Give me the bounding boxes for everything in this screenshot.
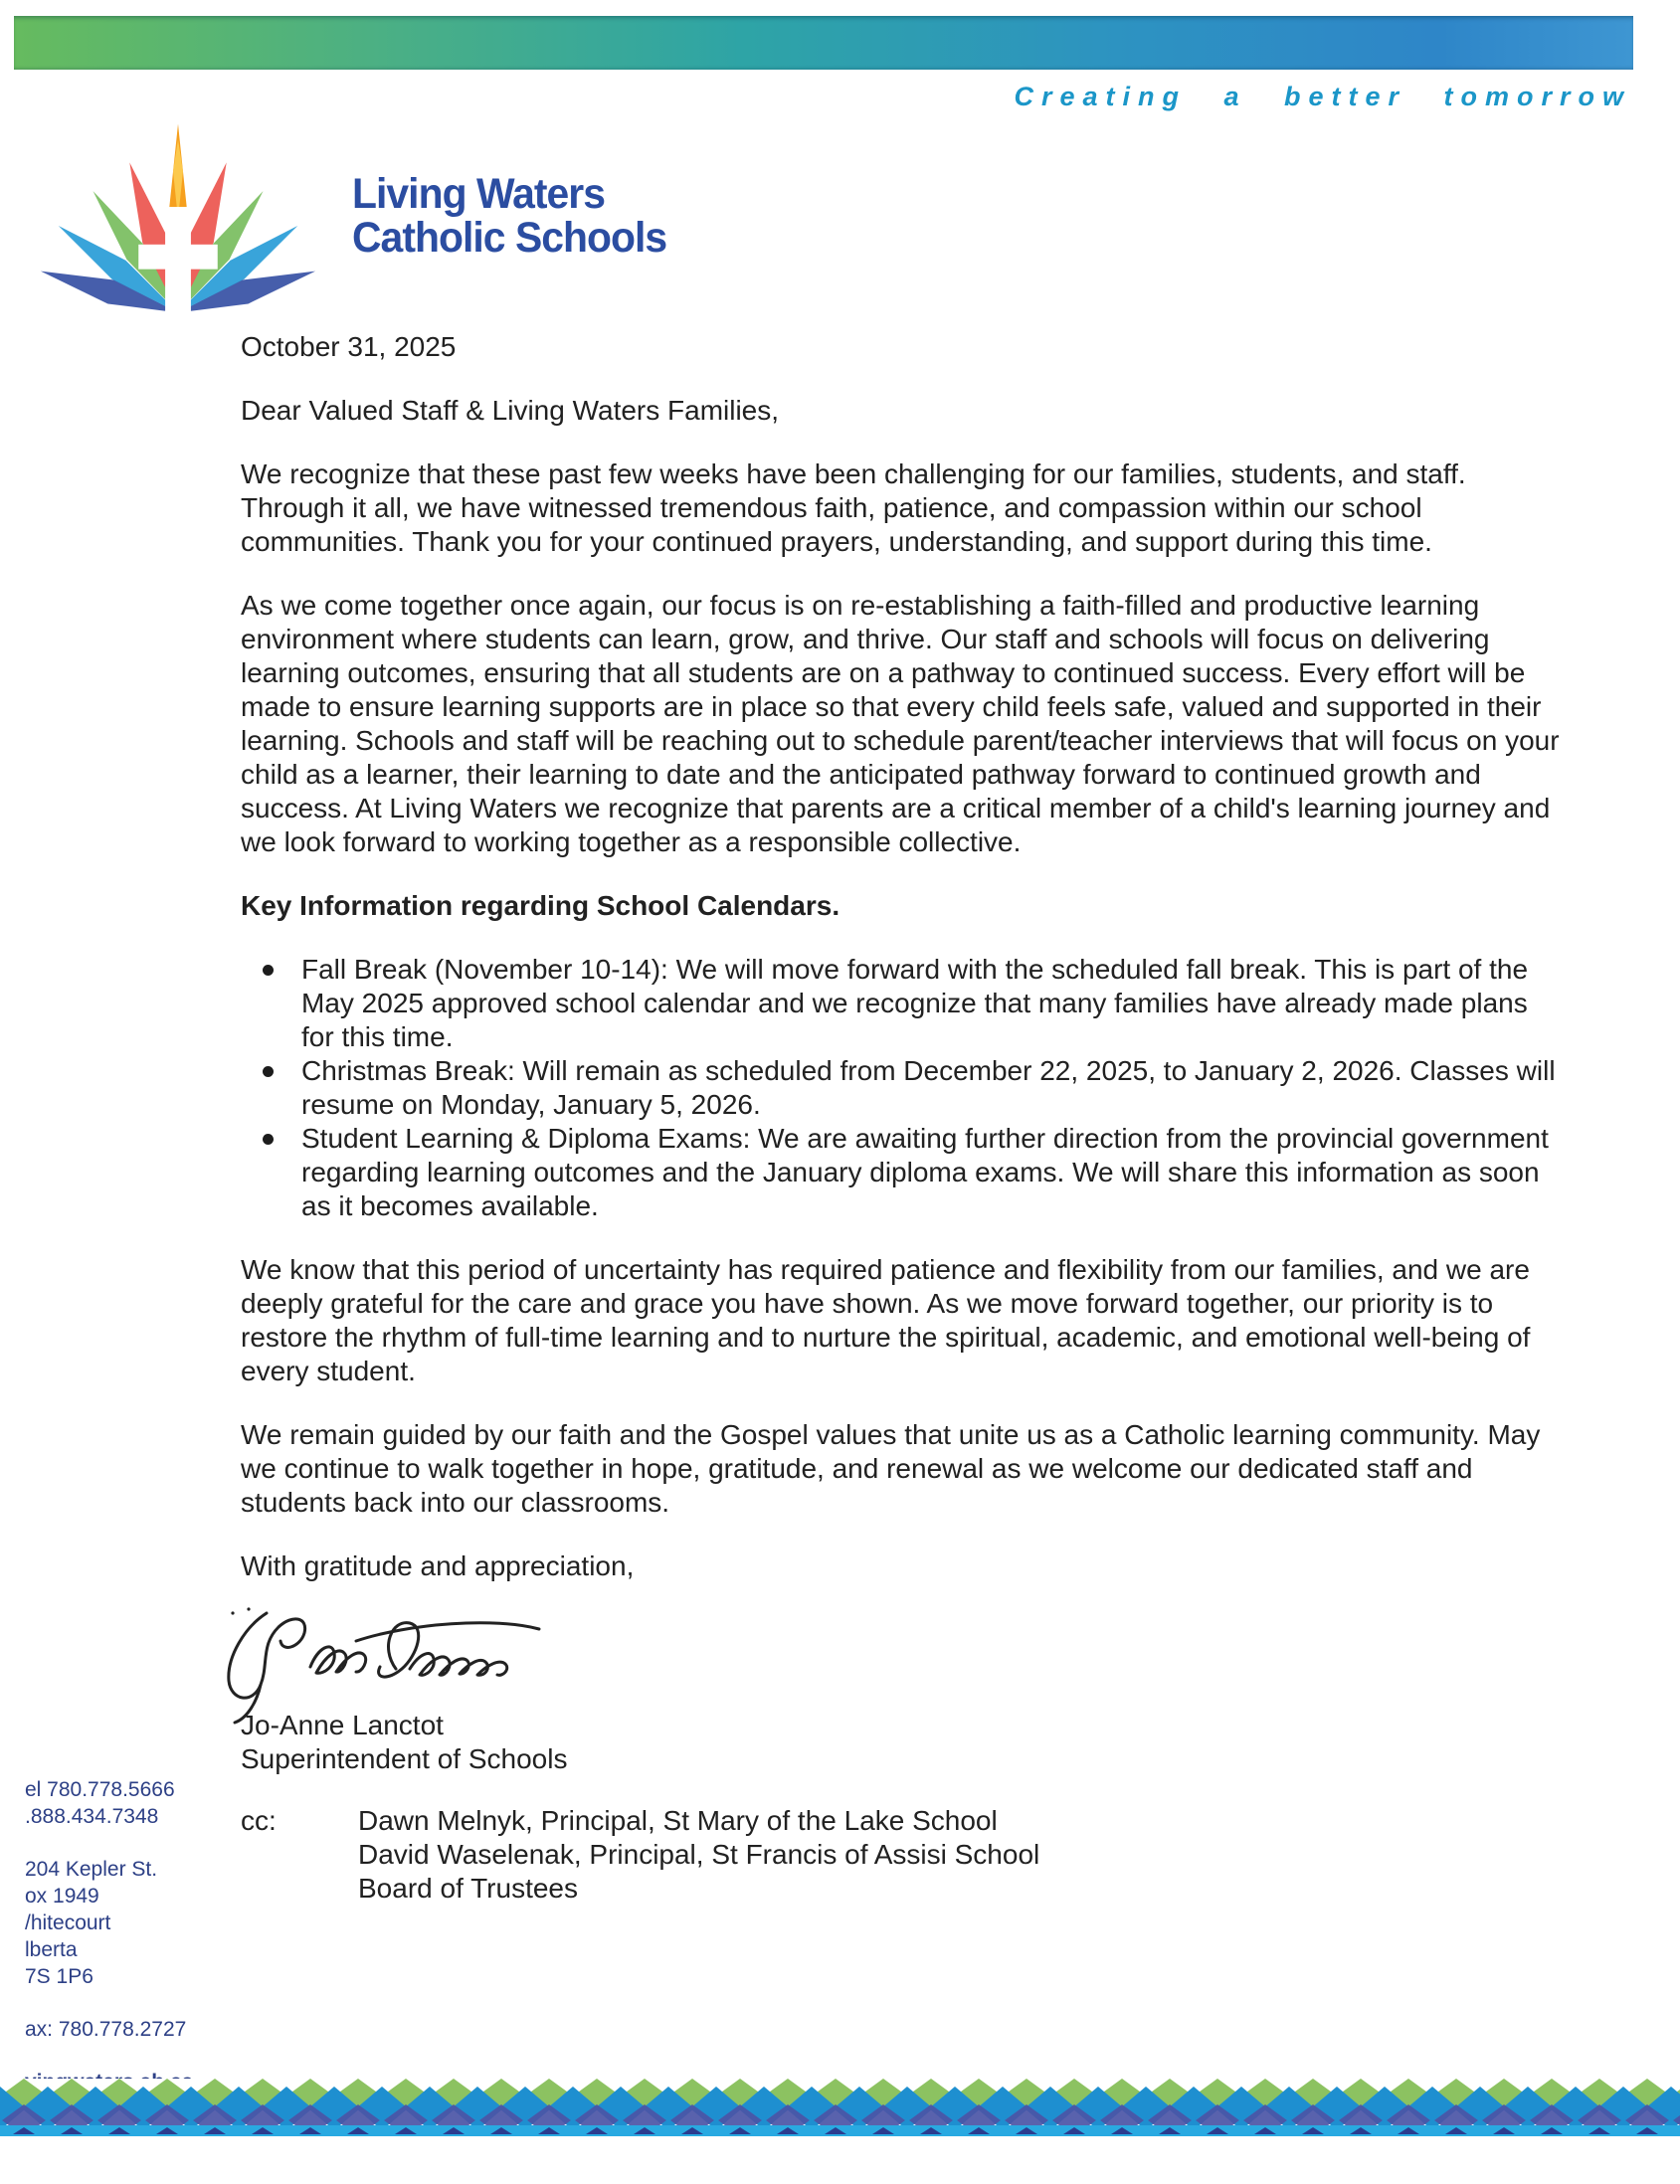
- logo-burst-icon: [20, 109, 336, 322]
- fax-line: ax: 780.778.2727: [25, 2018, 187, 2041]
- address-line: lberta: [25, 1938, 78, 1961]
- bullet-christmas-break: Christmas Break: Will remain as scheduled from December 22, 2025, to January 2, 2026. Classes will resume on Monday, January 5, 2026.: [241, 1054, 1564, 1122]
- letter-date: October 31, 2025: [241, 331, 457, 362]
- signoff-line: With gratitude and appreciation,: [241, 1550, 635, 1581]
- phone-line: .888.434.7348: [25, 1805, 159, 1828]
- logo-wordmark: [352, 172, 666, 260]
- section-heading: Key Information regarding School Calendars.: [241, 890, 840, 921]
- brand-tagline: Creating a better tomorrow: [1014, 82, 1631, 111]
- school-logo: [20, 109, 683, 322]
- phone-line: el 780.778.5666: [25, 1778, 175, 1801]
- logo-line2: Catholic Schools: [352, 214, 667, 262]
- address-line: 204 Kepler St.: [25, 1858, 158, 1881]
- handwritten-signature: [211, 1587, 1564, 1719]
- letter-body: [241, 330, 1564, 1906]
- signature-name: Jo-Anne Lanctot: [241, 1710, 444, 1740]
- paragraph-4: We remain guided by our faith and the Gospel values that unite us as a Catholic learning community. May we continue to walk together in hope, gratitude, and renewal as we welcome our dedicated staff and students back into our classrooms.: [241, 1419, 1541, 1518]
- cc-list: [358, 1804, 1039, 1906]
- salutation: Dear Valued Staff & Living Waters Families,: [241, 395, 780, 426]
- paragraph-2: As we come together once again, our focus is on re-establishing a faith-filled and productive learning environment where students can learn, grow, and thrive. Our staff and schools will focus on delivering learning outcomes, ensuring that all students are on a pathway to continued success. Every effort will be made to ensure learning supports are in place so that every child feels safe, valued and supported in their learning. Schools and staff will be reaching out to schedule parent/teacher interviews that will focus on your child as a learner, their learning to date and the anticipated pathway forward to continued growth and success. At Living Waters we recognize that parents are a critical member of a child's learning journey and we look forward to working together as a responsible collective.: [241, 590, 1560, 857]
- bullet-diploma-exams: Student Learning & Diploma Exams: We are awaiting further direction from the provincial government regarding learning outcomes and the January diploma exams. We will share this information as soon as it becomes available.: [241, 1122, 1564, 1223]
- cc-block: [241, 1804, 1564, 1906]
- cc-label: cc:: [241, 1805, 277, 1836]
- cc-item: David Waselenak, Principal, St Francis of Assisi School: [358, 1839, 1040, 1870]
- address-line: 7S 1P6: [25, 1965, 93, 1988]
- contact-sidebar: [25, 1776, 224, 2095]
- signature-title: Superintendent of Schools: [241, 1743, 568, 1774]
- top-gradient-bar: [14, 16, 1633, 70]
- calendar-bullet-list: [241, 953, 1564, 1223]
- paragraph-1: We recognize that these past few weeks have been challenging for our families, students, and staff. Through it all, we have witnessed tremendous faith, patience, and compassion within our school communities. Thank you for your continued prayers, understanding, and support during this time.: [241, 458, 1466, 557]
- bottom-diamond-border: [0, 2079, 1680, 2140]
- cc-item: Board of Trustees: [358, 1873, 579, 1904]
- address-line: /hitecourt: [25, 1911, 111, 1934]
- cc-item: Dawn Melnyk, Principal, St Mary of the Lake School: [358, 1805, 998, 1836]
- address-line: ox 1949: [25, 1885, 99, 1908]
- bullet-fall-break: Fall Break (November 10-14): We will move forward with the scheduled fall break. This is part of the May 2025 approved school calendar and we recognize that many families have already made plans for this time.: [241, 953, 1564, 1054]
- paragraph-3: We know that this period of uncertainty has required patience and flexibility from our families, and we are deeply grateful for the care and grace you have shown. As we move forward together, our priority is to restore the rhythm of full-time learning and to nurture the spiritual, academic, and emotional well-being of every student.: [241, 1254, 1531, 1386]
- logo-line1: Living Waters: [352, 170, 605, 218]
